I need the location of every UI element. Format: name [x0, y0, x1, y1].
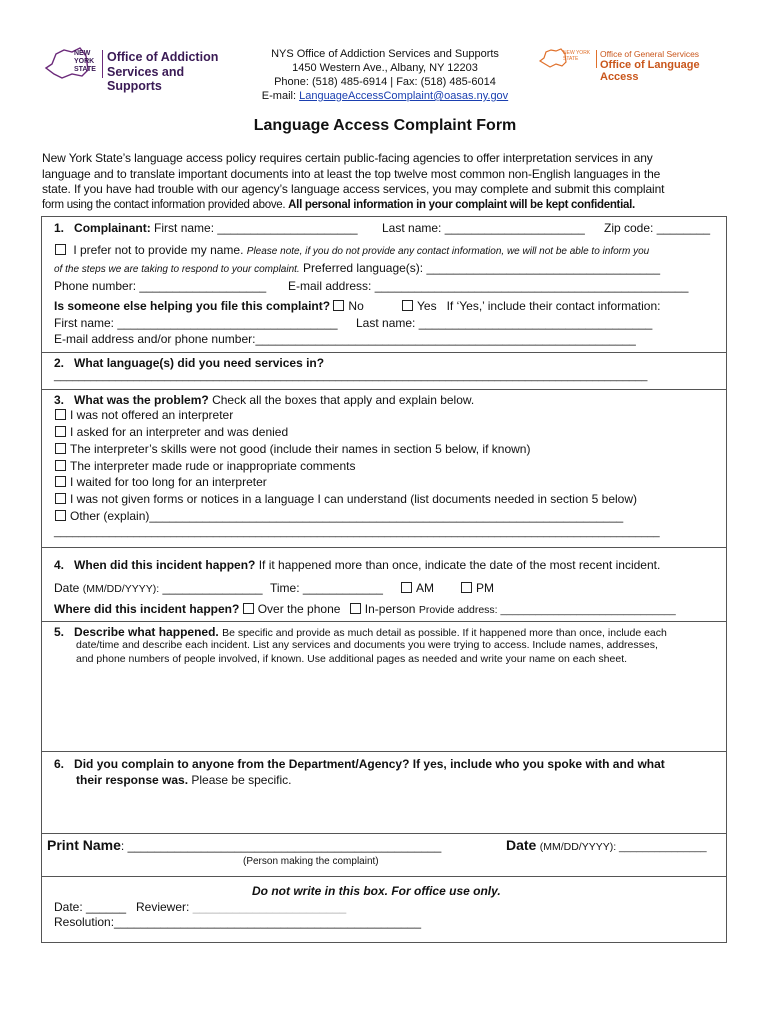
problem-checkbox[interactable]	[55, 460, 66, 471]
problem-checkbox[interactable]	[55, 409, 66, 420]
ogs-logo	[538, 48, 738, 83]
incident-address-field[interactable]: Provide address: ______________________________	[418, 604, 676, 616]
incident-time-field[interactable]: Time: ____________	[270, 581, 383, 595]
intro-line3: state. If you have had trouble with our agency’s language access services, you may complete and submit this complaint	[42, 182, 665, 196]
ogs-line2: Office of Language Access	[600, 59, 700, 83]
helping-yes-checkbox[interactable]	[402, 300, 413, 311]
incident-date-field[interactable]: _______________	[162, 581, 263, 595]
problem-hint: Check all the boxes that apply and explain below.	[212, 393, 475, 407]
pm-checkbox[interactable]	[461, 582, 472, 593]
date-format: (MM/DD/YYYY):	[82, 583, 160, 595]
over-phone-checkbox[interactable]	[243, 603, 254, 614]
person-note: (Person making the complaint)	[243, 856, 379, 867]
problem-checkbox[interactable]	[55, 493, 66, 504]
complained-question: Did you complain to anyone from the Department/Agency? If yes, include who you spoke with and what	[74, 757, 665, 771]
s1-number: 1.	[54, 221, 65, 235]
ogs-line1: Office of General Services	[600, 49, 700, 59]
in-person-checkbox[interactable]	[350, 603, 361, 614]
reviewer-field: _______________________	[192, 900, 347, 914]
if-yes-note: If ‘Yes,’ include their contact information:	[446, 299, 661, 313]
complaint-email-link[interactable]: LanguageAccessComplaint@oasas.ny.gov	[299, 90, 509, 102]
when-hint: If it happened more than once, indicate the date of the most recent incident.	[258, 558, 661, 572]
helper-first-name-field[interactable]: First name: _________________________________	[54, 316, 338, 330]
helper-contact-field[interactable]: E-mail address and/or phone number:_________________________________________________________	[54, 332, 636, 346]
languages-answer-field[interactable]: _________________________________________________________________________________________________	[54, 370, 648, 382]
logo-state-text: NEW YORK STATE	[74, 50, 96, 73]
pm-label: PM	[476, 581, 494, 595]
s2-number: 2.	[54, 356, 65, 370]
last-name-field[interactable]: Last name: _____________________	[382, 221, 585, 235]
page-title: Language Access Complaint Form	[253, 117, 517, 134]
problem-checkbox[interactable]	[55, 476, 66, 487]
reviewer-label: Reviewer:	[136, 900, 190, 914]
prefer-no-name-label: I prefer not to provide my name.	[73, 243, 244, 257]
helping-no-label: No	[348, 299, 364, 313]
print-name-label: Print Name	[47, 837, 121, 853]
problem-checkbox[interactable]	[55, 510, 66, 521]
helping-yes-label: Yes	[417, 299, 437, 313]
s4-number: 4.	[54, 558, 65, 572]
s6-number: 6.	[54, 757, 65, 771]
zip-code-field[interactable]: Zip code: ________	[604, 221, 711, 235]
logo-line2: Services and Supports	[107, 65, 185, 93]
phone-number-field[interactable]: Phone number: ___________________	[54, 279, 267, 293]
describe-hint-3: and phone numbers of people involved, if known. Use additional pages as needed and write your name on each sheet.	[76, 653, 628, 665]
problem-option: The interpreter’s skills were not good (include their names in section 5 below, if known)	[70, 442, 531, 456]
resolution-field: Resolution:______________________________________________	[54, 915, 422, 929]
problem-question: What was the problem?	[74, 393, 209, 407]
problem-checkbox[interactable]	[55, 426, 66, 437]
intro-line1: New York State’s language access policy requires certain public-facing agencies to offer interpretation services in any	[42, 151, 653, 165]
describe-hint-2: date/time and describe each incident. List any services and documents you were trying to access. Include names, addresses,	[76, 639, 658, 651]
problem-option: The interpreter made rude or inappropriate comments	[70, 459, 356, 473]
problem-option: I was not offered an interpreter	[70, 408, 234, 422]
date-label: Date	[54, 581, 80, 595]
problem-option: I was not given forms or notices in a language I can understand (list documents needed in section 5 below)	[70, 492, 637, 506]
prefer-no-name-checkbox[interactable]	[55, 244, 66, 255]
am-label: AM	[416, 581, 434, 595]
ogs-state-text: NEW YORK STATE	[563, 50, 591, 62]
logo-line1: Office of Addiction	[107, 50, 219, 64]
confidential-note: All personal information in your complaint will be kept confidential.	[288, 198, 635, 211]
describe-question: Describe what happened.	[74, 625, 219, 639]
am-checkbox[interactable]	[401, 582, 412, 593]
helper-last-name-field[interactable]: Last name: ___________________________________	[356, 316, 653, 330]
privacy-note-1: Please note, if you do not provide any contact information, we will not be able to inform you	[246, 246, 650, 257]
complained-hint: Please be specific.	[191, 773, 292, 787]
office-date-field: Date: ______	[54, 900, 127, 914]
helping-no-checkbox[interactable]	[333, 300, 344, 311]
email-label: E-mail:	[261, 90, 297, 102]
problem-explain-line[interactable]: ___________________________________________________________________________________________________	[54, 526, 660, 538]
first-name-field[interactable]: First name: _____________________	[154, 221, 358, 235]
other-explain-field[interactable]: Other (explain)_______________________________________________________________________	[70, 509, 624, 523]
privacy-note-2: of the steps we are taking to respond to your complaint.	[54, 264, 300, 275]
print-name-field[interactable]: : _______________________________________________	[120, 839, 442, 853]
problem-option: I asked for an interpreter and was denied	[70, 425, 289, 439]
describe-hint-1: Be specific and provide as much detail as possible. If it happened more than once, include each	[222, 627, 667, 639]
complained-answer-area[interactable]	[50, 790, 718, 830]
email-address-field[interactable]: E-mail address: _______________________________________________	[288, 279, 689, 293]
intro-line2: language and to translate important documents into at least the top twelve most common non-English languages in the	[42, 166, 661, 181]
problem-option: I waited for too long for an interpreter	[70, 475, 267, 489]
sign-date-field[interactable]: (MM/DD/YYYY): _______________	[539, 841, 707, 853]
problem-checkbox[interactable]	[55, 443, 66, 454]
header-org: NYS Office of Addiction Services and Supports	[271, 48, 499, 60]
describe-answer-area[interactable]	[50, 670, 718, 746]
complained-question-cont: their response was.	[76, 773, 189, 787]
sign-date-label: Date	[506, 837, 537, 853]
header-address: 1450 Western Ave., Albany, NY 12203	[292, 62, 478, 74]
in-person-label: In-person	[364, 602, 416, 616]
office-use-title: Do not write in this box. For office use only.	[252, 884, 501, 898]
preferred-language-field[interactable]: Preferred language(s): ___________________________________	[303, 261, 661, 275]
helping-question: Is someone else helping you file this complaint?	[54, 299, 331, 313]
complainant-label: Complainant:	[74, 221, 151, 235]
oasas-logo	[42, 44, 242, 93]
intro-line4: form using the contact information provided above.	[42, 198, 286, 211]
languages-question: What language(s) did you need services in?	[74, 356, 325, 370]
when-question: When did this incident happen?	[74, 558, 256, 572]
where-question: Where did this incident happen?	[54, 602, 240, 616]
s5-number: 5.	[54, 625, 65, 639]
over-phone-label: Over the phone	[257, 602, 341, 616]
header-phone-fax: Phone: (518) 485-6914 | Fax: (518) 485-6014	[274, 76, 496, 88]
s3-number: 3.	[54, 393, 65, 407]
